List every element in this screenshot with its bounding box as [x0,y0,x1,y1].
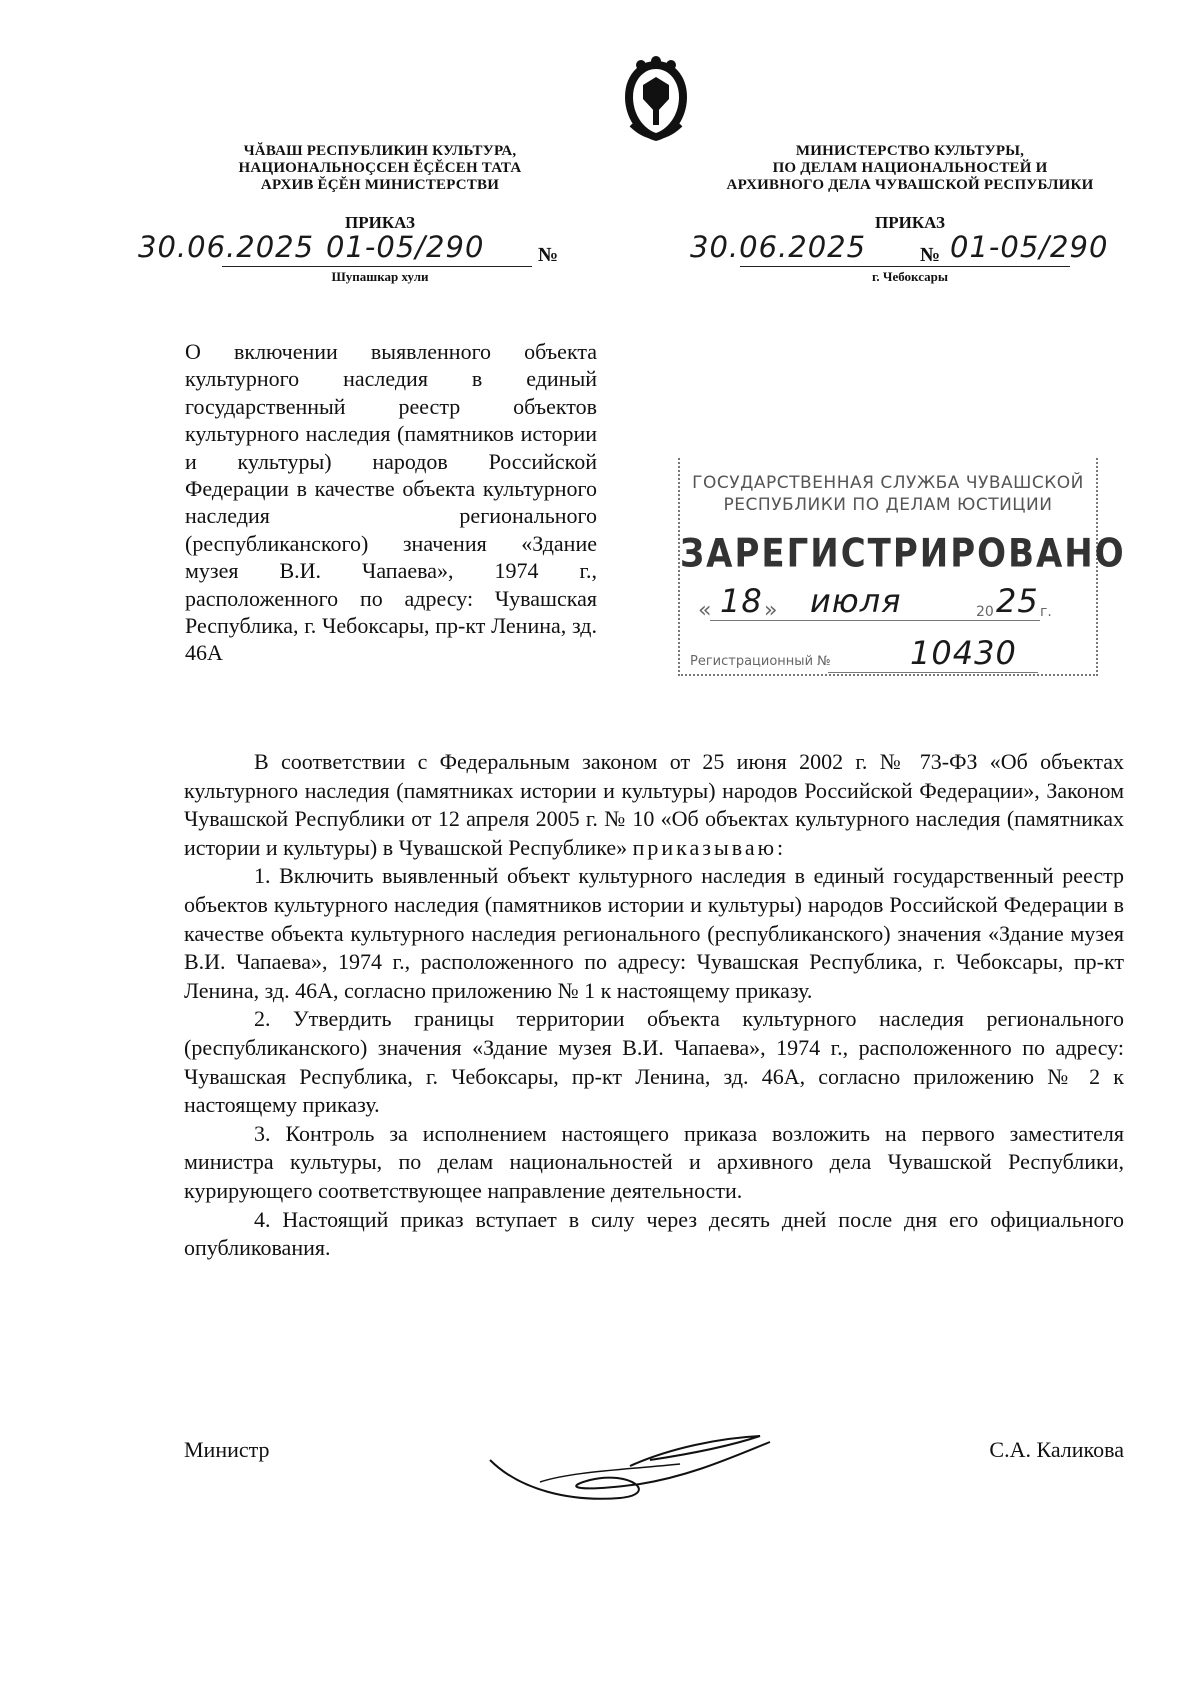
header-left-line-2: НАЦИОНАЛЬНОÇСЕН ĔÇĔСЕН ТАТА [238,160,522,176]
stamp-reg-row [680,634,1096,684]
header-right-line-1: МИНИСТЕРСТВО КУЛЬТУРЫ, [795,143,1025,159]
handwritten-number-left: 01-05/290 [326,230,485,264]
stamp-month: июля [810,582,902,620]
subject-text: О включении выявленного объекта культурного наследия в единый государственный реестр объектов культурного наследия (памятников истории и культуры) народов Российской Федерации в качестве объекта культурного наследия регионального (республиканского) значения «Здание музея В.И. Чапаева», 1974 г., расположенного по адресу: Чувашская Республика, г. Чебоксары, пр-кт Ленина, зд. 46А [185,339,597,666]
place-left: Шупашкар хули [331,269,429,284]
place-right: г. Чебоксары [871,269,949,284]
order-subject [185,338,597,667]
stamp-reg-number: 10430 [910,634,1017,672]
handwritten-number-right: 01-05/290 [950,230,1109,264]
stamp-org-line-2: РЕСПУБЛИКИ ПО ДЕЛАМ ЮСТИЦИИ [723,495,1053,515]
signer-role: Министр [184,1437,270,1462]
stamp-reg-label: Регистрационный № [690,654,831,669]
stamp-day: 18 [720,582,763,620]
order-title-right: ПРИКАЗ [875,213,945,232]
stamp-org-line-1: ГОСУДАРСТВЕННАЯ СЛУЖБА ЧУВАШСКОЙ [692,473,1084,493]
coat-of-arms-emblem [617,55,695,145]
header-left-line-1: ЧĂВАШ РЕСПУБЛИКИН КУЛЬТУРА, [243,143,517,159]
stamp-open-quote: « [698,598,712,623]
handwritten-date-left: 30.06.2025 [138,230,315,264]
order-line-left [222,266,532,267]
handwritten-date-right: 30.06.2025 [690,230,867,264]
stamp-year-unit: г. [1040,604,1052,620]
header-left-line-3: АРХИВ ĔÇĔН МИНИСТЕРСТВИ [260,177,500,193]
body-intro [184,748,1124,862]
stamp-reg-line [828,672,1038,673]
stamp-close-quote: » [764,598,778,623]
body-item-2: 2. Утвердить границы территории объекта культурного наследия регионального (республиканского) значения «Здание музея В.И. Чапаева», 1974 г., расположенного по адресу: Чувашская Республика, г. Чебоксары, пр-кт Ленина, зд. 46А, согласно приложению № 2 к настоящему приказу. [184,1006,1124,1118]
header-right-line-3: АРХИВНОГО ДЕЛА ЧУВАШСКОЙ РЕСПУБЛИКИ [726,177,1094,193]
handwritten-signature [480,1420,790,1520]
stamp-date-line [710,620,1040,621]
body-item-3: 3. Контроль за исполнением настоящего приказа возложить на первого заместителя министра культуры, по делам национальностей и архивного дела Чувашской Республики, курирующего соответствующее направление деятельности. [184,1120,1124,1203]
number-sign-right: № [920,244,941,266]
order-body [184,748,1124,1263]
header-right-line-2: ПО ДЕЛАМ НАЦИОНАЛЬНОСТЕЙ И [772,160,1048,176]
header-right-russian [690,143,1130,194]
stamp-date-row [680,580,1096,628]
stamp-year-prefix: 20 [976,604,994,620]
number-sign-left: № [538,244,559,266]
signer-name: С.А. Каликова [989,1437,1124,1462]
order-title-left: ПРИКАЗ [345,213,415,232]
stamp-status: ЗАРЕГИСТРИРОВАНО [680,531,1126,577]
header-left-chuvash [180,143,580,194]
body-item-4: 4. Настоящий приказ вступает в силу через десять дней после дня его официального опубликования. [184,1206,1124,1261]
stamp-year-suffix: 25 [996,582,1039,620]
body-item-1: 1. Включить выявленный объект культурного наследия в единый государственный реестр объектов культурного наследия (памятников истории и культуры) народов Российской Федерации в качестве объекта культурного наследия регионального (республиканского) значения «Здание музея В.И. Чапаева», 1974 г., расположенного по адресу: Чувашская Республика, г. Чебоксары, пр-кт Ленина, зд. 46А, согласно приложению № 1 к настоящему приказу. [184,863,1124,1003]
order-line-right [740,266,1070,267]
order-word: приказываю: [632,834,787,860]
registration-stamp [678,458,1126,676]
intro-text: В соответствии с Федеральным законом от 25 июня 2002 г. № 73-ФЗ «Об объектах культурного наследия (памятниках истории и культуры) народов Российской Федерации», Законом Чувашской Республики от 12 апреля 2005 г. № 10 «Об объектах культурного наследия (памятниках истории и культуры) в Чувашской Республике» [184,749,1124,860]
